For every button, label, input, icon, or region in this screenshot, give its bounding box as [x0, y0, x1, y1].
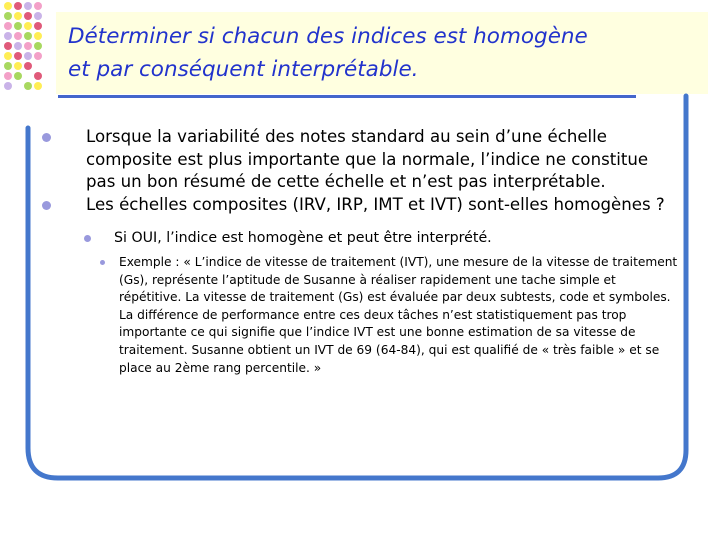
decorative-dot — [4, 42, 12, 50]
slide-body — [42, 126, 682, 377]
decorative-dot — [24, 12, 32, 20]
decorative-dot — [34, 32, 42, 40]
sub-bullet-text: Si OUI, l’indice est homogène et peut être interprété. — [114, 230, 492, 246]
decorative-dot — [34, 82, 42, 90]
bullet-dot-icon — [42, 194, 86, 217]
decorative-dot — [24, 62, 32, 70]
decorative-dot — [14, 2, 22, 10]
decorative-dot — [4, 52, 12, 60]
decorative-dot — [24, 2, 32, 10]
title-underline — [58, 95, 636, 98]
decorative-dot — [14, 12, 22, 20]
decorative-dot-grid — [0, 0, 60, 100]
decorative-dot — [34, 72, 42, 80]
decorative-dot — [24, 52, 32, 60]
decorative-dot — [4, 32, 12, 40]
bullet-dot-icon — [84, 229, 114, 248]
bullet-homogeneous-question — [42, 194, 682, 217]
decorative-dot — [34, 52, 42, 60]
decorative-dot — [14, 42, 22, 50]
decorative-dot — [14, 22, 22, 30]
decorative-dot — [24, 42, 32, 50]
sub-sub-bullet-example — [100, 254, 682, 377]
title-line-1: Déterminer si chacun des indices est homogène — [68, 24, 588, 49]
slide-title — [68, 20, 698, 86]
decorative-dot — [14, 62, 22, 70]
bullet-text: Lorsque la variabilité des notes standard au sein d’une échelle composite est plus importante que la normale, l’indice ne constitue pas un bon résumé de cette échelle et n’est pas interprétable. — [86, 127, 649, 191]
decorative-dot — [4, 12, 12, 20]
bullet-text: Les échelles composites (IRV, IRP, IMT et IVT) sont-elles homogènes ? — [86, 194, 665, 214]
decorative-dot — [24, 22, 32, 30]
decorative-dot — [4, 72, 12, 80]
bullet-variability — [42, 126, 682, 194]
decorative-dot — [4, 22, 12, 30]
title-line-2: et par conséquent interprétable. — [68, 57, 419, 82]
sub-bullet-yes — [84, 229, 682, 248]
decorative-dot — [34, 42, 42, 50]
decorative-dot — [4, 82, 12, 90]
decorative-dot — [14, 72, 22, 80]
decorative-dot — [4, 62, 12, 70]
decorative-dot — [34, 22, 42, 30]
bullet-dot-icon — [42, 126, 86, 194]
decorative-dot — [14, 32, 22, 40]
bullet-dot-icon — [100, 254, 119, 377]
decorative-dot — [24, 82, 32, 90]
example-text: Exemple : « L’indice de vitesse de traitement (IVT), une mesure de la vitesse de traitement (Gs), représente l’aptitude de Susanne à réaliser rapidement une tache simple et répétitive. La vitesse de traitement (Gs) est évaluée par deux subtests, code et symboles. La différence de performance entre ces deux tâches n’est statistiquement pas trop importante ce qui signifie que l’indice IVT est une bonne estimation de sa vitesse de traitement. Susanne obtient un IVT de 69 (64-84), qui est qualifié de « très faible » et se place au 2ème rang percentile. » — [119, 255, 678, 375]
decorative-dot — [4, 2, 12, 10]
decorative-dot — [34, 2, 42, 10]
decorative-dot — [24, 32, 32, 40]
decorative-dot — [14, 52, 22, 60]
decorative-dot — [34, 12, 42, 20]
